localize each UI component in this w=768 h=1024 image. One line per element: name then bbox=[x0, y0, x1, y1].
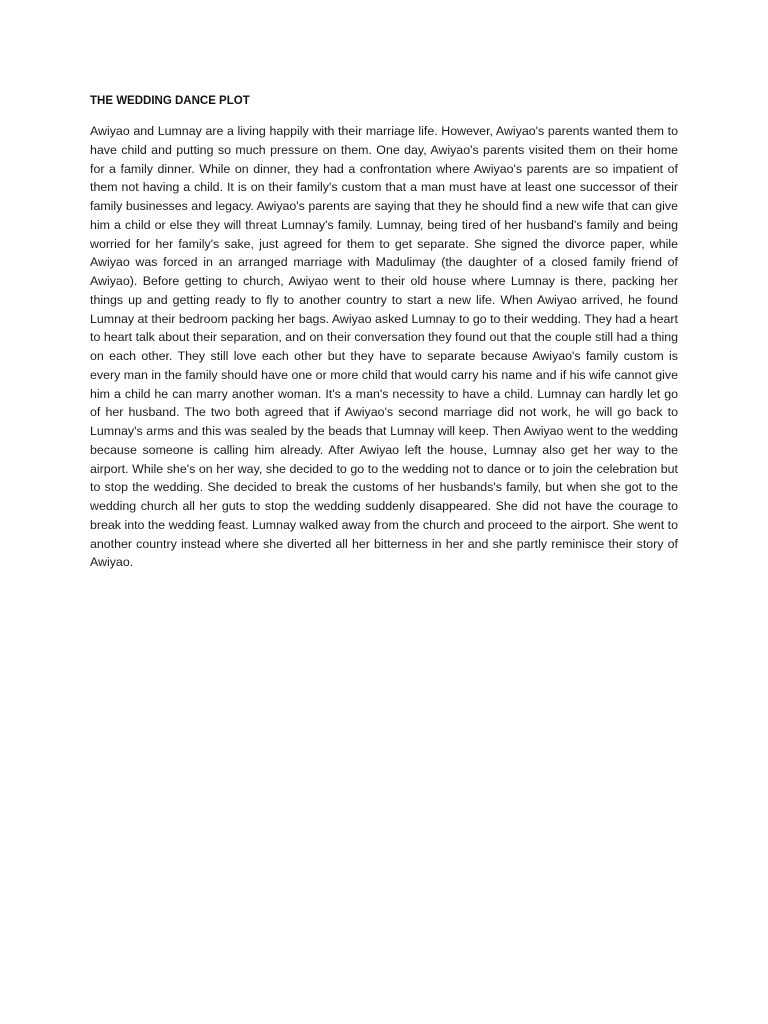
plot-paragraph: Awiyao and Lumnay are a living happily with their marriage life. However, Awiyao's parents wanted them to have child and putting so much pressure on them. One day, Awiyao's parents visited them on their home for a family dinner. While on dinner, they had a confrontation where Awiyao's parents are so impatient of them not having a child. It is on their family's custom that a man must have at least one successor of their family businesses and legacy. Awiyao's parents are saying that they he should find a new wife that can give him a child or else they will threat Lumnay's family. Lumnay, being tired of her husband's family and being worried for her family's sake, just agreed for them to get separate. She signed the divorce paper, while Awiyao was forced in an arranged marriage with Madulimay (the daughter of a closed family friend of Awiyao). Before getting to church, Awiyao went to their old house where Lumnay is there, packing her things up and getting ready to fly to another country to start a new life. When Awiyao arrived, he found Lumnay at their bedroom packing her bags. Awiyao asked Lumnay to go to their wedding. They had a heart to heart talk about their separation, and on their conversation they found out that the couple still had a thing on each other. They still love each other but they have to separate because Awiyao's family custom is every man in the family should have one or more child that would carry his name and if his wife cannot give him a child he can marry another woman. It's a man's necessity to have a child. Lumnay can hardly let go of her husband. The two both agreed that if Awiyao's second marriage did not work, he will go back to Lumnay's arms and this was sealed by the beads that Lumnay will keep. Then Awiyao went to the wedding because someone is calling him already. After Awiyao left the house, Lumnay also get her way to the airport. While she's on her way, she decided to go to the wedding not to dance or to join the celebration but to stop the wedding. She decided to break the customs of her husbands's family, but when she got to the wedding church all her guts to stop the wedding suddenly disappeared. She did not have the courage to break into the wedding feast. Lumnay walked away from the church and proceed to the airport. She went to another country instead where she diverted all her bitterness in her and she partly reminisce their story of Awiyao. bbox=[90, 124, 678, 570]
document-title: THE WEDDING DANCE PLOT bbox=[90, 95, 250, 107]
